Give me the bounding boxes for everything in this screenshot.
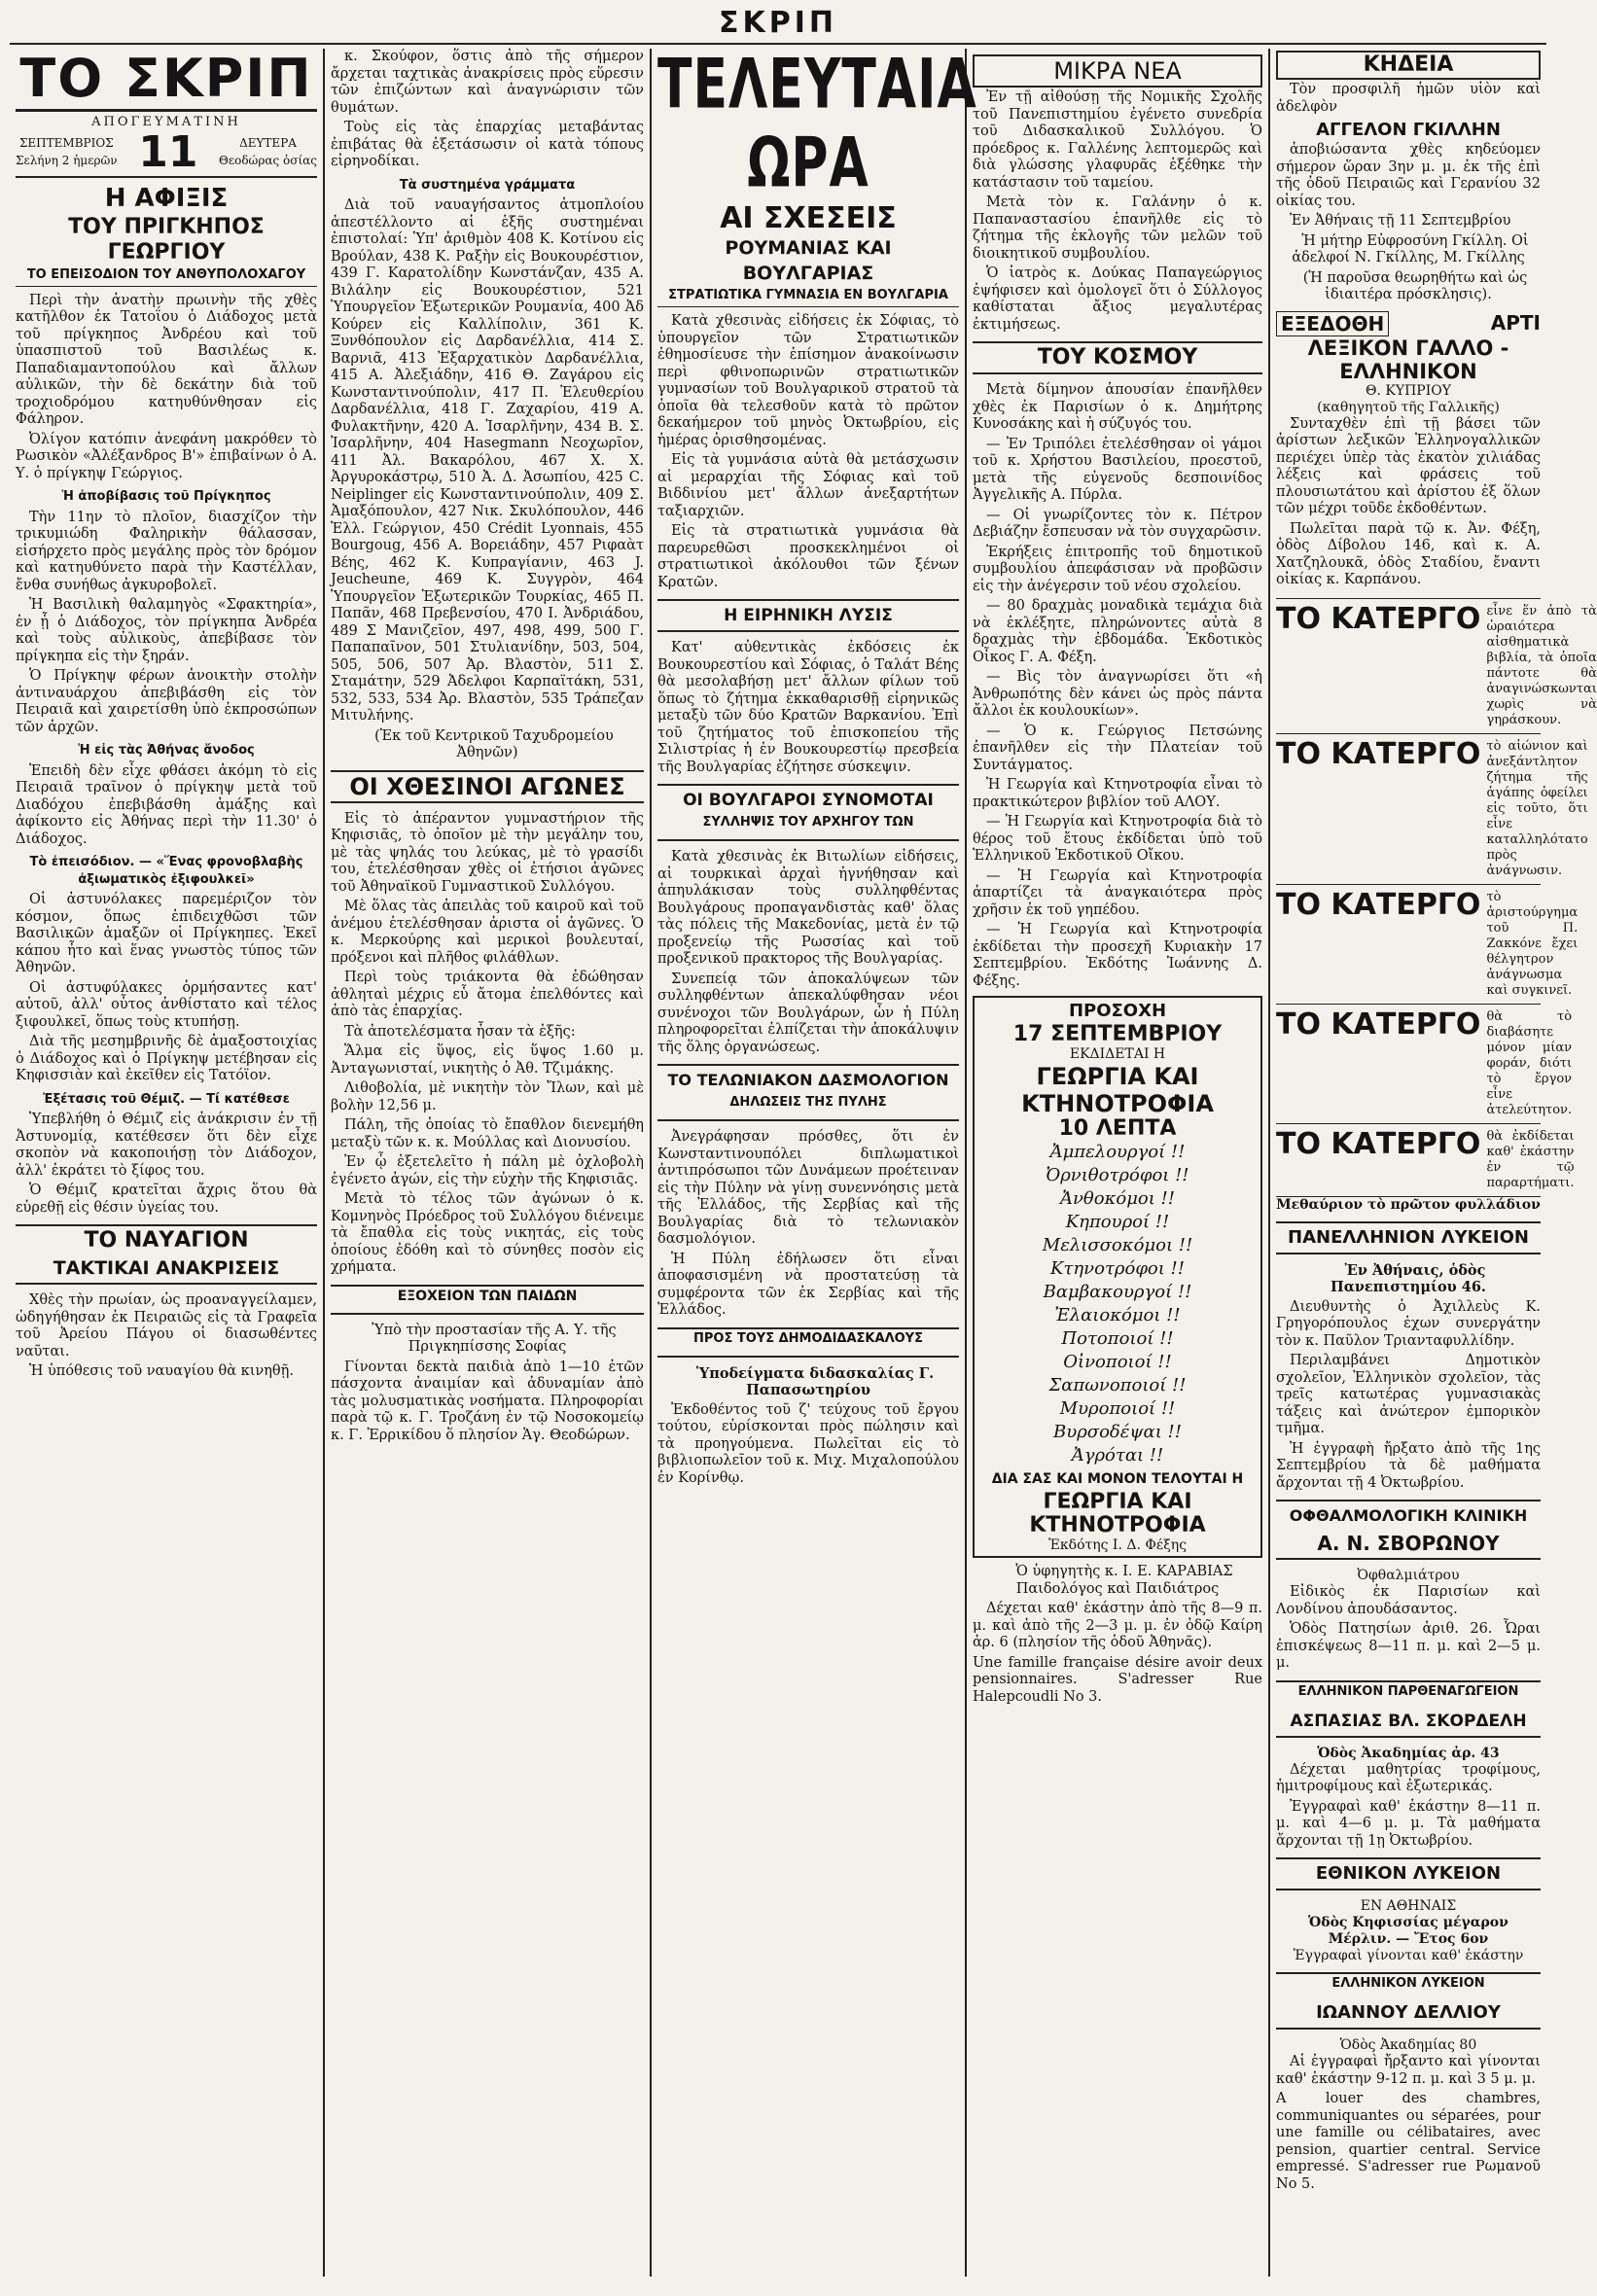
ad-line: ΔΙΑ ΣΑΣ ΚΑΙ ΜΟΝΟΝ ΤΕΛΟΥΤΑΙ Η [991, 1471, 1244, 1487]
article-paragraph: — Ὁ κ. Γεώργιος Πετσώνης ἐπανῆλθεν εἰς τὴν Πλατείαν τοῦ Συντάγματος. [973, 723, 1262, 773]
ad-title: ΤΟ ΚΑΤΕΡΓΟ [1276, 1007, 1481, 1042]
list-item: Κτηνοτρόφοι !! [1049, 1258, 1186, 1279]
article-paragraph: Ἐγγραφαὶ καθ' ἑκάστην 8—11 π. μ. καὶ 4—6 μ. μ. Τὰ μαθήματα ἄρχονται τῇ 1ῃ Ὀκτωβρίου. [1276, 1798, 1541, 1849]
article-paragraph: Ἐκρήξεις ἐπιτροπῆς τοῦ δημοτικοῦ συμβουλίου ἀπεφάσισαν νὰ προβῶσιν εἰς τὴν ἀνέγερσιν τοῦ νέου σχολείου. [973, 544, 1262, 594]
article-paragraph: Ὁ ἰατρὸς κ. Δούκας Παπαγεώργιος ἐψήφισεν καὶ ὁμολογεῖ ὅτι ὁ Σύλλογος καθίσταται ἄξιος μεγαλυτέρας ἐκτιμήσεως. [973, 265, 1262, 333]
headline: ΤΟΥ ΚΟΣΜΟΥ [1037, 345, 1198, 370]
subheadline: ΔΗΛΩΣΕΙΣ ΤΗΣ ΠΥΛΗΣ [729, 1095, 887, 1110]
column-1 [10, 49, 323, 2286]
ad-title: ΓΕΩΡΓΙΑ ΚΑΙ ΚΤΗΝΟΤΡΟΦΙΑ [1029, 1490, 1206, 1537]
deceased-name: ΑΓΓΕΛΟΝ ΓΚΙΛΛΗΝ [1316, 120, 1501, 140]
list-item: Ἀμπελουργοί !! [1049, 1142, 1186, 1162]
headline: ΤΟΥ ΠΡΙΓΚΗΠΟΣ ΓΕΩΡΓΙΟΥ [68, 214, 265, 265]
ad-line: Ἐγγραφαὶ γίνονται καθ' ἑκάστην [1293, 1948, 1524, 1963]
article-paragraph: Εἰδικὸς ἐκ Παρισίων καὶ Λονδίνου ἀπουδάσαντος. [1276, 1584, 1541, 1617]
ad-katergo [1276, 734, 1588, 885]
ad-line: ΕΚΔΙΔΕΤΑΙ Η [1069, 1046, 1166, 1062]
saint-of-day: Θεοδώρας ὁσίας [219, 153, 317, 167]
section-subhead: Ἡ ἀποβίβασις τοῦ Πρίγκηπος [61, 489, 271, 504]
article-paragraph: Ὁ ὑφηγητὴς κ. Ι. Ε. ΚΑΡΑΒΙΑΣ Παιδολόγος καὶ Παιδιάτρος [1015, 1564, 1233, 1597]
article-paragraph: Ἐκδοθέντος τοῦ ζ' τεύχους τοῦ ἔργου τούτου, εὑρίσκονται πρὸς πώλησιν καὶ τὰ προηγούμενα. Πωλεῖται εἰς τὸ βιβλιοπωλεῖον τοῦ κ. Μιχ. Μιχαλοπούλου ἐν Κορίνθῳ. [657, 1401, 959, 1486]
ad-katergo [1276, 1124, 1575, 1197]
headline: ΡΟΥΜΑΝΙΑΣ ΚΑΙ ΒΟΥΛΓΑΡΙΑΣ [725, 237, 892, 284]
headline: ΑΙ ΣΧΕΣΕΙΣ [720, 201, 897, 235]
running-title: ΣΚΡΙΠ [719, 6, 837, 40]
ad-katergo [1276, 885, 1579, 1005]
advertisement [1276, 307, 1541, 599]
ad-text: τὸ αἰώνιον καὶ ἀνεξάντλητον ζήτημα τῆς ἀγάπης ὀφείλει εἰς τοῦτο, ὅτι εἶνε καταλληλότατο πρὸς ἀνάγνωσιν. [1486, 738, 1588, 878]
article-paragraph: Ἡ μήτηρ Εὐφροσύνη Γκίλλη. Οἱ ἀδελφοί Ν. Γκίλλης, Μ. Γκίλλης [1292, 232, 1529, 265]
ad-text: εἶνε ἕν ἀπὸ τὰ ὡραιότερα αἰσθηματικὰ βιβλία, τὰ ὁποῖα πάντοτε θὰ ἀναγινώσκωνται χωρὶς νὰ γηράσκουν. [1486, 603, 1597, 727]
list-item: Βυρσοδέψαι !! [1053, 1422, 1182, 1442]
headline: ΟΙ ΧΘΕΣΙΝΟΙ ΑΓΩΝΕΣ [349, 772, 625, 800]
article-paragraph: Περὶ τὴν ἀνατὴν πρωινὴν τῆς χθὲς κατῆλθον ἐκ Τατοΐου ὁ Διάδοχος μετὰ τοῦ πρίγκηπος Ἀνδρέου καὶ τοῦ ὑπασπιστοῦ τοῦ Βασιλέως κ. Παπαδιαμαντοπούλου καὶ ἄλλων αὐλικῶν, τὴν δὲ δεκάτην διὰ τοῦ τροχιοδρόμου κατηυθύνθησαν εἰς Φάληρον. [16, 292, 317, 427]
ad-tag: ΠΡΟΣΟΧΗ [1068, 1001, 1167, 1021]
article-paragraph: — Βὶς τὸν ἀναγνωρίσει ὅτι «ἡ Ἀνθρωπότης δὲν κάνει ὡς πρὸς πάντα ἄλλοι ἐκ κουλουκίων». [973, 669, 1262, 719]
list-item: Οἰνοποιοί !! [1063, 1352, 1172, 1372]
ad-title: ΤΟ ΚΑΤΕΡΓΟ [1276, 887, 1481, 922]
article-paragraph: Διευθυντὴς ὁ Ἀχιλλεὺς Κ. Γρηγορόπουλος ἐχων συνεργάτην τὸν κ. Παῦλον Τριανταφυλλίδην. [1276, 1298, 1541, 1349]
article-paragraph: — Ἡ Γεωργία καὶ Κτηνοτροφία ἀπαρτίζει τὰ ἀναγκαιότερα πρὸς χρῆσιν ἐκ τοῦ γηπέδου. [973, 867, 1262, 918]
column-3 [652, 46, 977, 2286]
headline: Η ΑΦΙΞΙΣ [104, 183, 229, 213]
subheadline: ΣΤΡΑΤΙΩΤΙΚΑ ΓΥΜΝΑΣΙΑ ΕΝ ΒΟΥΛΓΑΡΙΑ [657, 288, 959, 307]
advertisement [973, 996, 1262, 1558]
list-item: Μελισσοκόμοι !! [1042, 1235, 1193, 1255]
headline: ΟΦΘΑΛΜΟΛΟΓΙΚΗ ΚΛΙΝΙΚΗ [1289, 1506, 1528, 1525]
date-weekday: ΔΕΥΤΕΡΑ [239, 136, 297, 150]
list-item: Κηπουροί !! [1065, 1212, 1170, 1232]
article-paragraph: Πωλεῖται παρὰ τῷ κ. Ἀν. Φέξη, ὁδὸς Δίβολου 146, καὶ κ. Α. Χατζηλουκᾶ, ὁδὸς Σταδίου, ἔναντι οἰκίας κ. Καρπάνου. [1276, 520, 1541, 587]
article-paragraph: κ. Σκούφον, ὅστις ἀπὸ τῆς σήμερον ἄρχεται ταχτικὰς ἀνακρίσεις πρὸς εὕρεσιν τῶν ἐπιζώντων καὶ ἀναγνώρισιν τῶν θυμάτων. [331, 49, 644, 116]
article-paragraph: Περιλαμβάνει Δημοτικὸν σχολεῖον, Ἑλληνικὸν σχολεῖον, τὰς τρεῖς κατωτέρας γυμνασιακὰς τάξεις καὶ ἀνώτερον ἐμπορικὸν τμῆμα. [1276, 1353, 1541, 1436]
article-paragraph: Μετὰ τὸν κ. Γαλάνην ὁ κ. Παπαναστασίου ἐπανῆλθε εἰς τὸ ζήτημα τῆς ἐκλογῆς τῶν μελῶν τοῦ διοικητικοῦ συμβουλίου. [973, 194, 1262, 262]
paper-title: ΤΟ ΣΚΡΙΠ [16, 49, 317, 112]
article-paragraph: Κατὰ χθεσινὰς εἰδήσεις ἐκ Σόφιας, τὸ ὑπουργεῖον τῶν Στρατιωτικῶν ἐθημοσίευσε τὴν ἐπίσημον ἀνακοίνωσιν περὶ φθινοπωρινῶν στρατιωτικῶν γυμνασίων τοῦ Βουλγαρικοῦ στρατοῦ τὰ ὁποῖα θὰ τελεσθοῦν κατὰ τὸ πρῶτον δεκαήμερον τοῦ μηνὸς Ὀκτωβρίου, εἰς ἡμέρας ὁρισθησομένας. [657, 313, 959, 448]
ad-date: 17 ΣΕΠΤΕΜΒΡΙΟΥ [1012, 1022, 1223, 1046]
headline: ΤΟ ΤΕΛΩΝΙΑΚΟΝ ΔΑΣΜΟΛΟΓΙΟΝ [667, 1071, 949, 1089]
ad-tag: ΕΞΕΔΟΘΗ [1276, 311, 1389, 336]
article-paragraph: — 80 δραχμὰς μοναδικὰ τεμάχια διὰ νὰ ἐκλέξητε, πληρώνοντες αὐτὰ 8 δραχμὰς τὴν ἑβδομάδα. Ἐκδοτικὸς Οἶκος Γ. Α. Φέξη. [973, 598, 1262, 665]
ad-line: Μεθαύριον τὸ πρῶτον φυλλάδιον [1276, 1196, 1541, 1213]
list-item: Ποτοποιοί !! [1061, 1328, 1174, 1349]
dateline [16, 126, 317, 178]
date-month: ΣΕΠΤΕΜΒΡΙΟΣ [18, 136, 114, 150]
column-2 [325, 49, 650, 2286]
headline: ΚΗΔΕΙΑ [1276, 51, 1541, 80]
article-paragraph: Κατ' αὐθεντικὰς ἐκδόσεις ἐκ Βουκουρεστίου καὶ Σόφιας, ὁ Ταλάτ Βέης θὰ μεσολαβήσῃ μετ' ἄλλων φίλων τοῦ ὅπως τὸ ζήτημα ἐκκαθαρισθῇ εἰρηνικῶς μεταξὺ τῶν δύο Κρατῶν Βαρκανίου. Ἐπὶ τοῦ ζητήματος τοῦ ἐπισκοπείου τῆς Σιλιστρίας ἡ ἐν Βουκουρεστίῳ πρεσβεία τῆς Βουλγαρίας ἐζήτησε σύσκεψιν. [657, 640, 959, 775]
subheadline: ΤΟ ΕΠΕΙΣΟΔΙΟΝ ΤΟΥ ΑΝΘΥΠΟΛΟΧΑΓΟΥ [16, 267, 317, 287]
section-title: ΤΕΛΕΥΤΑΙΑ ΩΡΑ [657, 46, 977, 203]
article-paragraph: Μετὰ τὸ τέλος τῶν ἀγώνων ὁ κ. Κομνηνὸς Πρόεδρος τοῦ Συλλόγου διένειμε τὰ ἔπαθλα εἰς τοὺς νικητάς, εἰς τοὺς ὁποίους ἐδόθη καὶ τὸ σύνηθες ποσὸν εἰς χρήματα. [331, 1191, 644, 1275]
article-paragraph: Διὰ τῆς μεσημβρινῆς δὲ ἁμαξοστοιχίας ὁ Διάδοχος καὶ ὁ Πρίγκηψ μετέβησαν εἰς Κηφισσιὰν καὶ ἐκεῖθεν εἰς Τατόϊον. [16, 1034, 317, 1083]
headline: ΕΛΛΗΝΙΚΟΝ ΠΑΡΘΕΝΑΓΩΓΕΙΟΝ [1297, 1683, 1519, 1699]
ad-katergo [1276, 599, 1597, 734]
article-paragraph: Ἐν ᾧ ἐξετελεῖτο ἡ πάλη μὲ ὀχλοβολὴ ἐγένετο ἀγών, εἰς τὴν εὐχὴν τῆς Κηφισιᾶς. [331, 1154, 644, 1187]
headline: ΟΙ ΒΟΥΛΓΑΡΟΙ ΣΥΝΟΜΟΤΑΙ [683, 791, 934, 810]
article-paragraph: Ὑπὸ τὴν προστασίαν τῆς Α. Υ. τῆς Πριγκηπίσσης Σοφίας [372, 1322, 617, 1355]
article-paragraph: Ἐν Ἀθήναις, ὁδὸς Πανεπιστημίου 46. [1331, 1261, 1486, 1295]
ad-title: ΛΕΞΙΚΟΝ ΓΑΛΛΟ - ΕΛΛΗΝΙΚΟΝ [1307, 336, 1509, 383]
list-item: Ἐλαιοκόμοι !! [1054, 1305, 1181, 1325]
ad-line: ΕΝ ΑΘΗΝΑΙΣ [1360, 1898, 1457, 1914]
ad-title: ΤΟ ΚΑΤΕΡΓΟ [1276, 736, 1481, 771]
list-item: Ἀνθοκόμοι !! [1059, 1188, 1176, 1209]
article-paragraph: Οἱ ἀστυνόλακες παρεμέριζον τὸν κόσμον, ὅπως ἐπιδειχθῶσι τῶν Βασιλικῶν ἁμαξῶν οἱ Πρίγκηπες. Ἐκεῖ κάπου ἦτο καὶ ἕνας γνωστὸς τύπος τῶν Ἀθηνῶν. [16, 892, 317, 975]
article-paragraph: Ἅλμα εἰς ὕψος, εἰς ὕψος 1.60 μ. Ἀνταγωνισταί, νικητὴς ὁ Ἀθ. Τζιμάκης. [331, 1043, 644, 1077]
article-paragraph: Une famille française désire avoir deux pensionnaires. S'adresser Rue Halepcoudli No 3. [973, 1654, 1262, 1705]
article-paragraph: Τοὺς εἰς τὰς ἐπαρχίας μεταβάντας ἐπιβάτας θὰ ἐξετάσωσιν οἱ κατὰ τόπους εἰρηνοδίκαι. [331, 120, 644, 169]
article-paragraph: Ἡ ὑπόθεσις τοῦ ναυαγίου θὰ κινηθῇ. [29, 1363, 294, 1379]
ad-price: 10 ΛΕΠΤΑ [1058, 1116, 1177, 1141]
ad-line: (καθηγητοῦ τῆς Γαλλικῆς) [1317, 399, 1500, 415]
ad-line: Ὁδὸς Ἀκαδημίας 80 [1339, 2037, 1477, 2053]
article-paragraph: Τὸν προσφιλῆ ἡμῶν υἱὸν καὶ ἀδελφὸν [1276, 82, 1541, 115]
headline: ΤΟ ΝΑΥΑΓΙΟΝ [84, 1228, 249, 1253]
article-paragraph: Μετὰ δίμηνον ἀπουσίαν ἐπανῆλθεν χθὲς ἐκ Παρισίων ὁ κ. Δημήτρης Κυνοσάκης καὶ ἡ σύζυγός του. [973, 382, 1262, 432]
headline: ΠΑΝΕΛΛΗΝΙΟΝ ΛΥΚΕΙΟΝ [1288, 1226, 1529, 1248]
article-paragraph: Δέχεται μαθητρίας τροφίμους, ἡμιτροφίμους καὶ ἐξωτερικάς. [1276, 1761, 1541, 1794]
paper-subtitle: ΑΠΟΓΕΥΜΑΤΙΝΗ [91, 115, 241, 129]
column-4 [967, 49, 1268, 2286]
date-number: 11 [138, 126, 198, 177]
article-paragraph: Ὑπεβλήθη ὁ Θέμιζ εἰς ἀνάκρισιν ἐν τῇ Ἀστυνομίᾳ, κατέθεσεν ὅτι δὲν εἶχε σκοπὸν νὰ κακοποιήσῃ τὸν Διάδοχον, ἀλλ' ἐκράτει τὸ ξίφος του. [16, 1112, 317, 1179]
section-subhead: Τὸ ἐπεισόδιον. — «Ἕνας φρονοβλαβὴς ἀξιωματικὸς ἐξιφουλκεῖ» [29, 855, 303, 887]
ad-title: ΤΟ ΚΑΤΕΡΓΟ [1276, 1126, 1481, 1161]
article-paragraph: Λιθοβολία, μὲ νικητὴν τὸν Ἴλων, καὶ μὲ βολὴν 12,56 μ. [331, 1080, 644, 1113]
article-paragraph: Χθὲς τὴν πρωίαν, ὡς προαναγγείλαμεν, ὡδηγήθησαν ἐκ Πειραιῶς εἰς τὰ Γραφεῖα τοῦ Ἀρείου Πάγου οἱ διασωθέντες ναῦται. [16, 1292, 317, 1360]
article-paragraph: — Οἱ γνωρίζοντες τὸν κ. Πέτρον Δεβιάζην ἔσπευσαν νὰ τὸν συγχαρῶσιν. [973, 507, 1262, 540]
article-paragraph: Ἡ ἐγγραφὴ ἤρξατο ἀπὸ τῆς 1ης Σεπτεμβρίου τὰ δὲ μαθήματα ἄρχονται τῇ 4 Ὀκτωβρίου. [1276, 1440, 1541, 1491]
moon-phase: Σελήνη 2 ἡμερῶν [16, 153, 118, 167]
article-paragraph: Γίνονται δεκτὰ παιδιὰ ἀπὸ 1—10 ἐτῶν πάσχοντα ἀναιμίαν καὶ ἀδυναμίαν ἀπὸ τὰς μολυσματικὰς νοσήματα. Πληροφορίαι παρὰ τῷ κ. Γ. Τροζάνη ἐν τῷ Νοσοκομείῳ κ. Γ. Ἐρρικίδου ὅ πλησίον Ἁγ. Θεοδώρων. [331, 1359, 644, 1443]
ad-text: θὰ τὸ διαβάσητε μόνον μίαν φοράν, διότι τὸ ἔργον εἶνε ἀτελεύτητον. [1486, 1008, 1573, 1117]
article-paragraph: — Ἐν Τριπόλει ἐτελέσθησαν οἱ γάμοι τοῦ κ. Χρήστου Βασιλείου, προεστοῦ, μετὰ τῆς εὐγενοῦς δεσποινίδος Ἀγγελικῆς Α. Πύρλα. [973, 436, 1262, 503]
list-item: Μυροποιοί !! [1059, 1398, 1176, 1419]
headline: Η ΕΙΡΗΝΙΚΗ ΛΥΣΙΣ [724, 606, 893, 625]
article-paragraph: Ἀνεγράφησαν πρόσθες, ὅτι ἐν Κωνσταντινουπόλει διπλωματικοὶ ἀντιπρόσωποι τῶν Δυνάμεων προέτειναν εἰς τὴν Πύλην νὰ γίνῃ συνεννόησις μετὰ τῆς Ἑλλάδος, τῆς Σερβίας καὶ τῆς Βουλγαρίας διὰ τὸ τελωνιακὸν δασμολόγιον. [657, 1129, 959, 1247]
ad-title: ΓΕΩΡΓΙΑ ΚΑΙ ΚΤΗΝΟΤΡΟΦΙΑ [1021, 1063, 1214, 1117]
article-paragraph: Ὁ Θέμιζ κρατεῖται ἄχρις ὅτου θὰ εὑρεθῇ εἰς θέσιν ὑγείας του. [16, 1183, 317, 1216]
subheadline: ΣΥΛΛΗΨΙΣ ΤΟΥ ΑΡΧΗΓΟΥ ΤΩΝ [702, 815, 914, 830]
headline: ΠΡΟΣ ΤΟΥΣ ΔΗΜΟΔΙΔΑΣΚΑΛΟΥΣ [693, 1330, 923, 1346]
ad-publisher: Ἐκδότης Ι. Δ. Φέξης [1047, 1537, 1188, 1553]
article-paragraph: Δέχεται καθ' ἑκάστην ἀπὸ τῆς 8—9 π. μ. καὶ ἀπὸ τῆς 2—3 μ. μ. ἐν ὁδῷ Καίρη ἀρ. 6 (πλησίον τῆς ὁδοῦ Ἀθηνᾶς). [973, 1601, 1262, 1650]
article-paragraph: (Ἡ παροῦσα θεωρηθήτω καὶ ὡς ἰδιαιτέρα πρόσκλησις). [1302, 269, 1528, 302]
article-paragraph: Ἡ Βασιλικὴ θαλαμηγὸς «Σφακτηρία», ἐν ᾗ ὁ Διάδοχος, τὸν πρίγκηπα Ἀνδρέα καὶ τοὺς αὐλικοὺς, ἀπεβίβασε τὸν πρίγκηπα εἰς τὴν ξηράν. [16, 597, 317, 664]
headline: ΜΙΚΡΑ ΝΕΑ [973, 54, 1262, 88]
ad-text: τὸ ἀριστούργημα τοῦ Π. Ζακκόνε ἔχει θέλγητρον ἀνάγνωσμα καὶ συγκινεῖ. [1486, 889, 1579, 998]
article-paragraph: Τὰ ἀποτελέσματα ἦσαν τὰ ἑξῆς: [344, 1023, 576, 1040]
headline: ΕΞΟΧΕΙΟΝ ΤΩΝ ΠΑΙΔΩΝ [397, 1288, 578, 1304]
ad-tag: ΑΡΤΙ [1490, 310, 1541, 335]
article-paragraph: Ἡ Γεωργία καὶ Κτηνοτροφία εἶναι τὸ πρακτικώτερον βιβλίον τοῦ ΑΛΟΥ. [973, 777, 1262, 810]
headline: ΑΣΠΑΣΙΑΣ ΒΛ. ΣΚΟΡΔΕΛΗ [1290, 1711, 1527, 1731]
section-subhead: Ἡ εἰς τὰς Ἀθήνας ἄνοδος [78, 743, 255, 758]
article-paragraph: Ὁ Πρίγκηψ φέρων ἀνοικτὴν στολὴν ἀντιναυάρχου ἀπεβιβάσθη εἰς τὸν Πειραιᾶ καὶ χαιρετίσθη ὑπὸ ἐκπροσώπων τῶν ἀρχῶν. [16, 668, 317, 735]
headline: ΕΘΝΙΚΟΝ ΛΥΚΕΙΟΝ [1315, 1863, 1502, 1884]
article-paragraph: Οἱ ἀστυφύλακες ὁρμήσαντες κατ' αὐτοῦ, ἀλλ' οὗτος ἀνθίστατο καὶ τέλος ξιφουλκεῖ, ὅπως τοὺς κτυπήσῃ. [16, 979, 317, 1030]
article-paragraph: Εἰς τὰ γυμνάσια αὐτὰ θὰ μετάσχωσιν αἱ μεραρχίαι τῆς Σόφιας καὶ τοῦ Βιδδινίου μετ' ἄλλων ἀνεξαρτήτων ταξιαρχιῶν. [657, 452, 959, 519]
article-paragraph: — Ἡ Γεωργία καὶ Κτηνοτροφία ἐκδίδεται τὴν προσεχῆ Κυριακὴν 17 Σεπτεμβρίου. Ἐκδότης Ἰωάννης Δ. Φέξης. [973, 922, 1262, 989]
ad-author: Θ. ΚΥΠΡΙΟΥ [1366, 382, 1451, 399]
article-paragraph: Ὑποδείγματα διδασκαλίας Γ. Παπασωτηρίου [695, 1364, 935, 1398]
article-paragraph: Εἰς τὰ στρατιωτικὰ γυμνάσια θὰ παρευρεθῶσι προσκεκλημένοι οἱ στρατιωτικοὶ ἀκόλουθοι τῶν ξένων Κρατῶν. [657, 523, 959, 590]
article-paragraph: Τὴν 11ην τὸ πλοῖον, διασχίζον τὴν τρικυμιώδη Φαληρικὴν θάλασσαν, εἰσήρχετο πρὸς μεγάλης πρὸς τὸν δρόμον καὶ κατηυθύνετο παρὰ τὴν Καστέλλαν, ἔνθα συνήθως ἀγκυροβολεῖ. [16, 509, 317, 593]
article-paragraph: ἀποβιώσαντα χθὲς κηδεύομεν σήμερον ὥραν 3ην μ. μ. ἐκ τῆς ἐπὶ τῆς ὁδοῦ Πειραιῶς καὶ Γερανίου 32 οἰκίας του. [1276, 142, 1541, 209]
ad-text: θὰ ἐκδίδεται καθ' ἑκάστην ἐν τῷ παραρτήματι. [1486, 1128, 1575, 1190]
headline: ΤΑΚΤΙΚΑΙ ΑΝΑΚΡΙΣΕΙΣ [53, 1257, 280, 1279]
article-paragraph: Εἰς τὸ ἀπέραντον γυμναστήριον τῆς Κηφισιᾶς, τὸ ὁποῖον μὲ τὴν μεγάλην του, μὲ τὰς ψηλάς του λεύκας, μὲ τὸ γρασίδι του, ἐτελέσθησαν χθὲς οἱ ἐτήσιοι ἀγῶνες τοῦ Ἀθηναϊκοῦ Γυμναστικοῦ Συλλόγου. [331, 810, 644, 895]
ad-katergo [1276, 1005, 1573, 1124]
article-paragraph: Περὶ τοὺς τριάκοντα θὰ ἐδώθησαν ἀθληταὶ μέχρις εὗ ἄτομα ἐπελθόντες καὶ ἀπὸ τὰς ἐπαρχίας. [331, 970, 644, 1019]
column-5 [1270, 49, 1597, 2286]
article-paragraph: Μὲ ὅλας τὰς ἀπειλὰς τοῦ καιροῦ καὶ τοῦ ἀνέμου ἐτελέσθησαν ἀριστα οἱ ἀγῶνες. Ὁ κ. Μερκούρης καὶ μερικοὶ βουλευταί, πρόξενοι καὶ πλῆθος φιλάθλων. [331, 899, 644, 966]
section-subhead: Ἐξέτασις τοῦ Θέμιζ. — Τί κατέθεσε [43, 1091, 290, 1107]
section-subhead: Τὰ συστημένα γράμματα [399, 177, 576, 193]
list-item: Ἀγρόται !! [1071, 1445, 1164, 1466]
list-item: Ὀρνιθοτρόφοι !! [1046, 1165, 1189, 1185]
article-paragraph: Συνταχθὲν ἐπὶ τῇ βάσει τῶν ἀρίστων λεξικῶν Ἑλληνογαλλικῶν περιέχει ὑπὲρ τὰς ἑκατὸν χιλιάδας λέξεις καὶ φράσεις τοῦ πλουσιωτάτου καὶ ἀρίστου ἐξ ὅλων τῶν μέχρι τοῦδε ἐκδοθέντων. [1276, 415, 1541, 516]
ad-title: ΤΟ ΚΑΤΕΡΓΟ [1276, 601, 1481, 636]
article-paragraph: Ὁδὸς Πατησίων ἀριθ. 26. Ὧραι ἐπισκέψεως 8—11 π. μ. καὶ 2—5 μ. μ. [1276, 1621, 1541, 1671]
article-paragraph: Ὀλίγον κατόπιν ἀνεφάνη μακρόθεν τὸ Ρωσικὸν «Ἀλέξανδρος Β'» ἐπιβαίνων ὁ Α. Υ. ὁ πρίγκηψ Γεώργιος. [16, 431, 317, 481]
article-paragraph: Ἐν Ἀθήναις τῇ 11 Σεπτεμβρίου [1290, 213, 1511, 229]
ad-line: Ὀφθαλμιάτρου [1357, 1568, 1460, 1583]
list-item: Βαμβακουργοί !! [1043, 1282, 1192, 1302]
article-paragraph: Αἱ ἐγγραφαὶ ἤρξαντο καὶ γίνονται καθ' ἑκάστην 9-12 π. μ. καὶ 3 5 μ. μ. [1276, 2054, 1541, 2087]
ad-line: Ὁδὸς Κηφισσίας μέγαρον Μέρλιν. — Ἔτος 6ον [1308, 1915, 1508, 1947]
article-paragraph: A louer des chambres, communiquantes ou séparées, pour une famille ou célibataires, avec pension, quartier central. Service empressé. S'adresser rue Ρωμανοῦ Νο 5. [1276, 2091, 1541, 2192]
list-item: Σαπωνοποιοί !! [1048, 1375, 1187, 1395]
headline: Α. Ν. ΣΒΟΡΩΝΟΥ [1317, 1532, 1500, 1555]
ad-line: Ὁδὸς Ἀκαδημίας ἀρ. 43 [1317, 1745, 1500, 1761]
article-paragraph: Συνεπείᾳ τῶν ἀποκαλύψεων τῶν συλληφθέντων ἀπεκαλύφθησαν νέοι συνένοχοι τῶν Βουλγάρων, ὧν ἡ Πύλη πληροφορεῖται ἐλπίζεται τὴν ἀποκάλυψιν τῆς ὅλης ὀργανώσεως. [657, 971, 959, 1055]
article-paragraph: — Ἡ Γεωργία καὶ Κτηνοτροφία διὰ τὸ θέρος τοῦ ἔτους ἐκδίδεται ὑπὸ τοῦ Ἑλληνικοῦ Ἐκδοτικοῦ Οἴκου. [973, 814, 1262, 864]
article-paragraph: Πάλη, τῆς ὁποίας τὸ ἔπαθλον διενεμήθη μεταξὺ τῶν κ. κ. Μούλλας καὶ Διονυσίου. [331, 1117, 644, 1150]
headline: ΕΛΛΗΝΙΚΟΝ ΛΥΚΕΙΟΝ [1331, 1976, 1485, 1991]
article-paragraph: Διὰ τοῦ ναυαγήσαντος ἀτμοπλοίου ἀπεστέλλοντο αἱ ἑξῆς συστημέναι ἐπιστολαί: Ὑπ' ἀριθμὸν 408 Κ. Κοτίνου εἰς Βρούλαν, 438 Κ. Ραξὴν εἰς Βουκουρέστιον, 439 Γ. Καρατολίδην Κωνστάνζαν, 435 Α. Βιλάλην εἰς Βουκουρέστιον, 521 Ὑπουργεῖον Ἐξωτερικῶν Ρουμανία, 400 Ἀδ Κούρεν εἰς Καλλίπολιν, 361 Κ. Ξυνθόπουλον εἰς Δαρδανέλλια, 414 Σ. Βαρνιᾶ, 413 Ἐξαρχατικὸν Δαρδανέλλια, 415 Α. Ἀλεξιάδην, 416 Θ. Ζαγάρου εἰς Κωνσταντινούπολιν, 417 Π. Ἐλευθερίου Δαρδανέλλια, 418 Γ. Ζαχαρίου, 419 Α. Φυλακτῆνην, 420 Α. Ἰσαρλῆνην, 434 Β. Σ. Ἰσαρλῆνην, 404 Hasegmann Νεοχωρῖον, 411 Ἀλ. Βακαρόλου, 467 Χ. Χ. Ἀργυροκάστρῳ, 510 Ἀ. Δ. Ἀσωπίου, 425 C. Neiplinger εἰς Κωνσταντινούπολιν, 409 Σ. Ἀμαξόπουλον, 427 Νικ. Σκυλόπουλον, 446 Ἑλλ. Γεώργιον, 450 Crédit Lyonnais, 455 Bourgoug, 456 Α. Βορειάδην, 457 Ριφαὰτ Βέης, 462 Κ. Κυπραγίανιν, 463 J. Jeucheune, 469 Κ. Συγγρὸν, 464 Ὑπουργεῖον Ἐξωτερικῶν Τουρκίας, 465 Π. Παπᾶν, 468 Πρεβενσίου, 470 Ι. Ἀνδριάδου, 489 Σ Μανιζεῖον, 497, 498, 499, 500 Γ. Παπαπαῖνον, 501 Στυλιανίδην, 503, 504, 505, 506, 507 Ἀρ. Βλαστὸν, 511 Σ. Σταμάτην, 529 Ἀδελφοι Καρπαϊτάκη, 531, 532, 533, 534 Ἀρ. Βλαστὸν, 535 Τράπεζαν Μιτυλήνης. [331, 197, 644, 724]
headline: ΙΩΑΝΝΟΥ ΔΕΛΛΙΟΥ [1316, 2002, 1501, 2023]
article-paragraph: Ἐπειδὴ δὲν εἶχε φθάσει ἀκόμη τὸ εἰς Πειραιᾶ τραῖνον ὁ πρίγκηψ μετὰ τοῦ Διαδόχου ἐπεβιβάσθη ἁμάξης καὶ ἀφίκοντο εἰς Ἀθήνας περὶ τὴν 11.30' ὁ Διάδοχος. [16, 762, 317, 847]
article-paragraph: Κατὰ χθεσινὰς ἐκ Βιτωλίων εἰδήσεις, αἱ τουρκικαὶ ἀρχαὶ ἠγνήθησαν καὶ ἀπηυλάκισαν τοὺς συλληφθέντας Βουλγάρους προπαγανδιστὰς καθ' ὅλας τὰς πόλεις τῆς Μακεδονίας, μετὰ ἐν τῷ προξενείῳ τῆς Ρωσσίας καὶ τοῦ προξενικοῦ πρακτορος τῆς Βουλγαρίας. [657, 849, 959, 967]
article-paragraph: Ἐν τῇ αἰθούσῃ τῆς Νομικῆς Σχολῆς τοῦ Πανεπιστημίου ἐγένετο συνεδρία τοῦ Διδασκαλικοῦ Συλλόγου. Ὁ πρόεδρος κ. Γαλλένης λεπτομερῶς καὶ διὰ γλώσσης γλαφυρᾶς ἐξέθηκε τὴν κατάστασιν τοῦ ταμείου. [973, 89, 1262, 191]
article-paragraph: Ἡ Πύλη ἐδήλωσεν ὅτι εἶναι ἀποφασισμένη νὰ προστατεύσῃ τὰ συμφέροντα τῶν ἐκ Σερβίας καὶ τῆς Ἑλλάδος. [657, 1251, 959, 1318]
article-paragraph: (Ἐκ τοῦ Κεντρικοῦ Ταχυδρομείου Ἀθηνῶν) [374, 727, 614, 760]
